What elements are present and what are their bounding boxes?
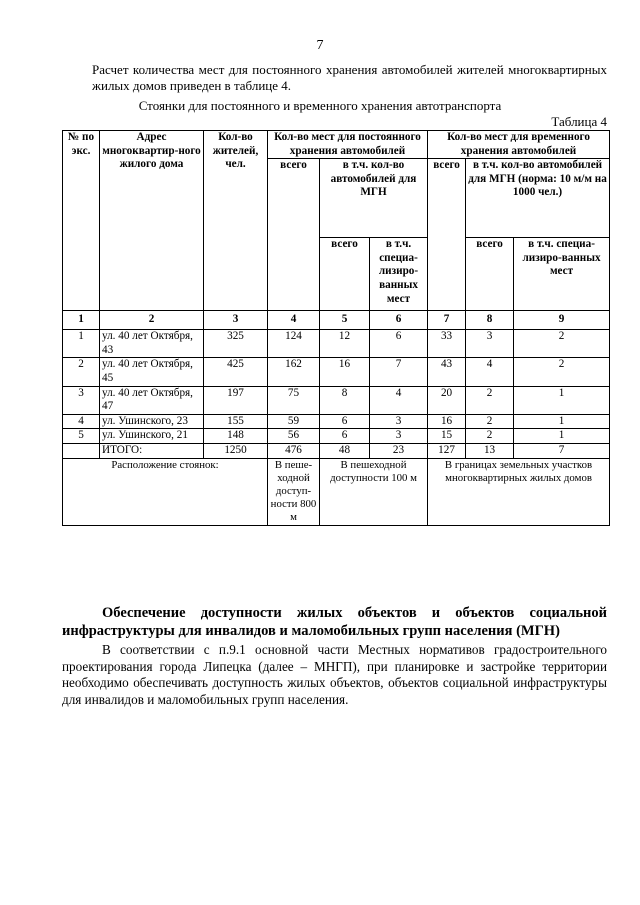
cell-address: ул. 40 лет Октября, 47 [100, 386, 204, 414]
header-temporary-specialized: в т.ч. специа-лизиро-ванных мест [514, 238, 610, 311]
table-title: Стоянки для постоянного и временного хранения автотранспорта [138, 98, 502, 113]
location-walk-100: В пешеходной доступности 100 м [320, 458, 428, 525]
cell-residents: 155 [204, 414, 268, 429]
cell-perm-mgn: 6 [320, 414, 370, 429]
table-row [63, 358, 610, 386]
cell-temp-spec: 1 [514, 414, 610, 429]
cell-residents: 148 [204, 429, 268, 444]
total-label: ИТОГО: [100, 443, 204, 458]
location-plots: В границах земельных участков многоквартирных жилых домов [428, 458, 610, 525]
column-number: 1 [63, 311, 100, 330]
cell-temp-spec: 2 [514, 358, 610, 386]
location-row [63, 458, 610, 525]
cell-residents: 325 [204, 330, 268, 358]
cell-temp-mgn: 3 [466, 330, 514, 358]
header-permanent-mgn-total: всего [320, 238, 370, 311]
cell-perm-spec: 3 [370, 429, 428, 444]
header-permanent: Кол-во мест для постоянного хранения автомобилей [268, 131, 428, 159]
cell-perm-spec: 6 [370, 330, 428, 358]
column-number-row [63, 311, 610, 330]
cell-temp-spec: 1 [514, 386, 610, 414]
cell-perm-total: 162 [268, 358, 320, 386]
header-address: Адрес многоквартир-ного жилого дома [100, 131, 204, 311]
cell-temp-mgn: 2 [466, 429, 514, 444]
page-number: 7 [316, 38, 324, 53]
table-caption: Таблица 4 [551, 114, 607, 129]
cell-perm-total: 124 [268, 330, 320, 358]
column-number: 4 [268, 311, 320, 330]
location-walk-800: В пеше-ходной доступ-ности 800 м [268, 458, 320, 525]
total-cell [63, 443, 100, 458]
column-number: 9 [514, 311, 610, 330]
cell-temp-mgn: 2 [466, 386, 514, 414]
cell-address: ул. Ушинского, 23 [100, 414, 204, 429]
header-temporary: Кол-во мест для временного хранения автомобилей [428, 131, 610, 159]
cell-temp-mgn: 2 [466, 414, 514, 429]
cell-no: 4 [63, 414, 100, 429]
cell-perm-mgn: 8 [320, 386, 370, 414]
cell-temp-total: 43 [428, 358, 466, 386]
cell-temp-total: 15 [428, 429, 466, 444]
header-residents: Кол-во жителей, чел. [204, 131, 268, 311]
cell-perm-total: 59 [268, 414, 320, 429]
section-body: В соответствии с п.9.1 основной части Местных нормативов градостроительного проектирования города Липецка (далее – МНГП), при планировке и застройке территории необходимо обеспечивать доступность жилых объектов, объектов социальной инфраструктуры для инвалидов и маломобильных групп населения. [62, 642, 607, 707]
cell-perm-mgn: 16 [320, 358, 370, 386]
cell-perm-total: 75 [268, 386, 320, 414]
cell-no: 5 [63, 429, 100, 444]
cell-temp-mgn: 4 [466, 358, 514, 386]
table-row [63, 330, 610, 358]
header-temporary-mgn-total: всего [466, 238, 514, 311]
total-cell: 1250 [204, 443, 268, 458]
table-row [63, 414, 610, 429]
cell-temp-spec: 2 [514, 330, 610, 358]
parking-table [62, 130, 610, 526]
cell-address: ул. 40 лет Октября, 45 [100, 358, 204, 386]
total-row [63, 443, 610, 458]
total-cell: 13 [466, 443, 514, 458]
total-cell: 476 [268, 443, 320, 458]
cell-perm-mgn: 12 [320, 330, 370, 358]
cell-residents: 197 [204, 386, 268, 414]
column-number: 6 [370, 311, 428, 330]
total-cell: 127 [428, 443, 466, 458]
section-heading: Обеспечение доступности жилых объектов и объектов социальной инфраструктуры для инвалидов и маломобильных групп населения (МГН) [62, 605, 607, 639]
total-cell: 23 [370, 443, 428, 458]
column-number: 7 [428, 311, 466, 330]
header-permanent-specialized: в т.ч. специа-лизиро-ванных мест [370, 238, 428, 311]
header-temporary-mgn: в т.ч. кол-во автомобилей для МГН (норма: 10 м/м на 1000 чел.) [466, 159, 610, 238]
column-number: 2 [100, 311, 204, 330]
cell-perm-spec: 3 [370, 414, 428, 429]
table-row [63, 429, 610, 444]
cell-temp-spec: 1 [514, 429, 610, 444]
table-row [63, 386, 610, 414]
column-number: 8 [466, 311, 514, 330]
header-permanent-total: всего [268, 159, 320, 311]
cell-no: 1 [63, 330, 100, 358]
cell-address: ул. 40 лет Октября, 43 [100, 330, 204, 358]
cell-temp-total: 33 [428, 330, 466, 358]
cell-no: 2 [63, 358, 100, 386]
header-permanent-mgn: в т.ч. кол-во автомобилей для МГН [320, 159, 428, 238]
cell-temp-total: 16 [428, 414, 466, 429]
column-number: 3 [204, 311, 268, 330]
total-cell: 48 [320, 443, 370, 458]
cell-perm-total: 56 [268, 429, 320, 444]
header-temporary-total: всего [428, 159, 466, 311]
header-no: № по экс. [63, 131, 100, 311]
total-cell: 7 [514, 443, 610, 458]
cell-temp-total: 20 [428, 386, 466, 414]
column-number: 5 [320, 311, 370, 330]
location-label: Расположение стоянок: [63, 458, 268, 525]
cell-perm-spec: 7 [370, 358, 428, 386]
cell-residents: 425 [204, 358, 268, 386]
cell-no: 3 [63, 386, 100, 414]
cell-address: ул. Ушинского, 21 [100, 429, 204, 444]
cell-perm-spec: 4 [370, 386, 428, 414]
intro-paragraph: Расчет количества мест для постоянного хранения автомобилей жителей многоквартирных жилых домов приведен в таблице 4. [92, 62, 607, 93]
cell-perm-mgn: 6 [320, 429, 370, 444]
